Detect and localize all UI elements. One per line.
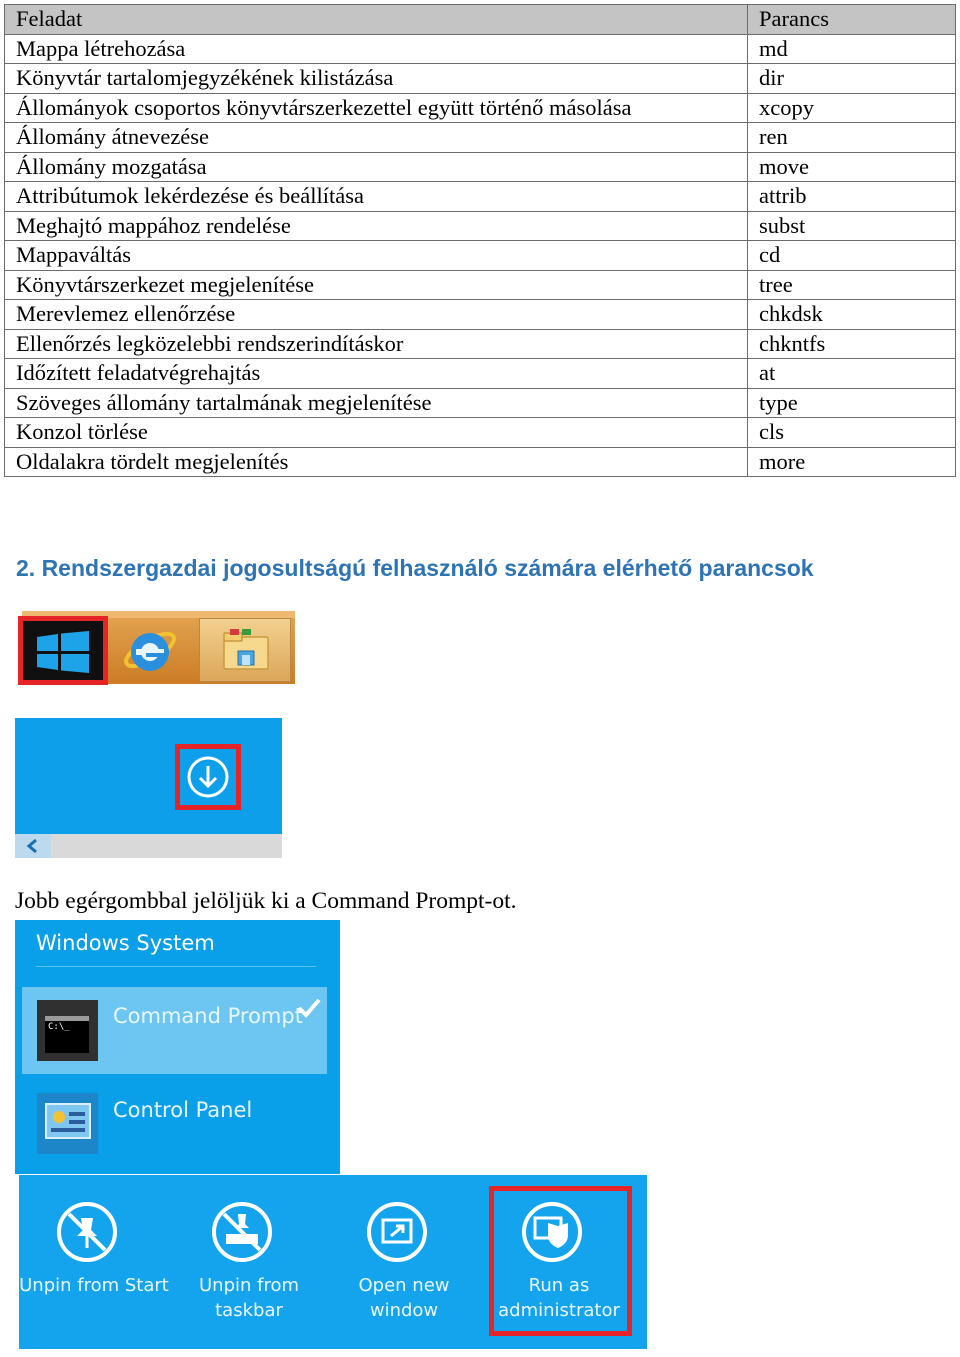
table-row [5, 388, 956, 418]
table-row [5, 329, 956, 359]
task-cell: Könyvtárszerkezet megjelenítése [5, 270, 748, 300]
task-cell: Attribútumok lekérdezése és beállítása [5, 182, 748, 212]
task-cell: Mappa létrehozása [5, 34, 748, 64]
table-row [5, 182, 956, 212]
open-window-icon [365, 1200, 429, 1264]
command-cell: subst [748, 211, 956, 241]
unpin-from-start-label: Unpin from Start [19, 1275, 169, 1296]
command-cell: at [748, 359, 956, 389]
command-prompt-icon: C:\_ [37, 1000, 98, 1061]
command-cell: tree [748, 270, 956, 300]
task-cell: Állomány átnevezése [5, 123, 748, 153]
command-cell: cd [748, 241, 956, 271]
table-row [5, 211, 956, 241]
unpin-taskbar-icon [210, 1200, 274, 1264]
command-cell: md [748, 34, 956, 64]
check-icon [296, 996, 322, 1020]
open-new-window-label: Open new window [358, 1275, 450, 1321]
task-cell: Meghajtó mappához rendelése [5, 211, 748, 241]
all-apps-button[interactable] [175, 744, 241, 810]
table-row [5, 152, 956, 182]
control-panel-icon [37, 1093, 98, 1154]
internet-explorer-button[interactable] [120, 618, 180, 680]
task-cell: Oldalakra tördelt megjelenítés [5, 447, 748, 477]
section-heading: 2. Rendszergazdai jogosultságú felhasználó számára elérhető parancsok [16, 555, 814, 581]
all-apps-down-arrow-icon [185, 754, 231, 800]
scroll-left-button[interactable] [15, 834, 51, 858]
windows-start-button[interactable] [18, 616, 108, 685]
task-cell: Könyvtár tartalomjegyzékének kilistázása [5, 64, 748, 94]
table-row [5, 359, 956, 389]
highlight-frame [489, 1186, 632, 1336]
task-cell: Állomány mozgatása [5, 152, 748, 182]
task-cell: Merevlemez ellenőrzése [5, 300, 748, 330]
table-row [5, 123, 956, 153]
task-cell: Mappaváltás [5, 241, 748, 271]
windows-start-icon [37, 631, 89, 673]
command-cell: chkntfs [748, 329, 956, 359]
header-task: Feladat [5, 5, 748, 35]
table-row [5, 447, 956, 477]
task-cell: Szöveges állomány tartalmának megjelenítése [5, 388, 748, 418]
table-row [5, 93, 956, 123]
table-row [5, 64, 956, 94]
command-cell: dir [748, 64, 956, 94]
file-explorer-button[interactable] [199, 618, 291, 682]
header-command: Parancs [748, 5, 956, 35]
internet-explorer-icon [122, 622, 178, 678]
command-cell: more [748, 447, 956, 477]
task-cell: Konzol törlése [5, 418, 748, 448]
app-label-control-panel[interactable]: Control Panel [113, 1098, 253, 1122]
task-cell: Időzített feladatvégrehajtás [5, 359, 748, 389]
unpin-from-taskbar-label: Unpin from taskbar [198, 1275, 300, 1321]
command-cell: attrib [748, 182, 956, 212]
command-cell: xcopy [748, 93, 956, 123]
table-row [5, 270, 956, 300]
command-cell: ren [748, 123, 956, 153]
scroll-left-icon [25, 838, 41, 854]
task-cell: Ellenőrzés legközelebbi rendszerindításkor [5, 329, 748, 359]
table-header-row [5, 5, 956, 35]
command-cell: chkdsk [748, 300, 956, 330]
table-row [5, 241, 956, 271]
commands-table [4, 4, 956, 477]
app-label-command-prompt: Command Prompt [113, 1004, 303, 1028]
task-cell: Állományok csoportos könyvtárszerkezettel együtt történő másolása [5, 93, 748, 123]
group-divider [36, 966, 316, 967]
unpin-from-start-button[interactable] [17, 1195, 157, 1335]
unpin-icon [55, 1200, 119, 1264]
command-cell: cls [748, 418, 956, 448]
table-row [5, 34, 956, 64]
instruction-text: Jobb egérgombbal jelöljük ki a Command Prompt-ot. [15, 888, 517, 914]
table-row [5, 300, 956, 330]
file-explorer-icon [220, 629, 272, 673]
app-group-title: Windows System [36, 931, 215, 955]
horizontal-scrollbar[interactable] [15, 834, 282, 858]
command-cell: move [748, 152, 956, 182]
table-row [5, 418, 956, 448]
command-cell: type [748, 388, 956, 418]
run-as-administrator-label: Run as administrator [498, 1275, 620, 1321]
